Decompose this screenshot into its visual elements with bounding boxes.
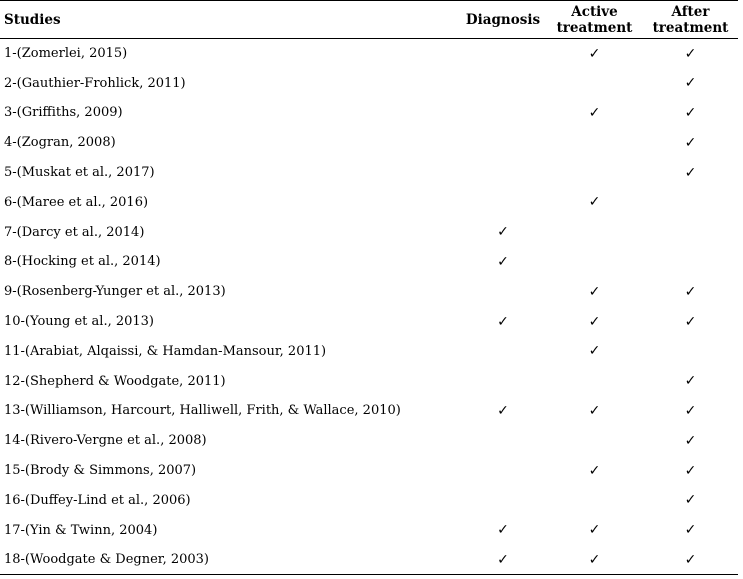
study-cell: 18-(Woodgate & Degner, 2003) <box>0 545 460 575</box>
active-cell <box>546 277 643 307</box>
after-cell <box>643 396 738 426</box>
diagnosis-cell <box>460 366 546 396</box>
active-cell <box>546 187 643 217</box>
study-cell: 5-(Muskat et al., 2017) <box>4 165 155 181</box>
checkmark-icon: ✓ <box>684 104 697 121</box>
diagnosis-cell <box>460 485 546 515</box>
header-after-line2: treatment <box>652 19 729 36</box>
table-row <box>0 485 738 515</box>
checkmark-icon: ✓ <box>588 313 601 330</box>
checkmark-icon: ✓ <box>588 45 601 62</box>
table-row <box>0 545 738 575</box>
after-cell <box>643 98 738 128</box>
diagnosis-cell <box>460 247 546 277</box>
active-cell <box>546 98 643 128</box>
diagnosis-cell <box>460 307 546 337</box>
header-active-line1: Active <box>571 3 618 20</box>
table-row <box>0 158 738 188</box>
study-cell: 15-(Brody & Simmons, 2007) <box>4 463 197 479</box>
checkmark-icon: ✓ <box>684 462 697 479</box>
header-active-line2: treatment <box>556 19 633 36</box>
table-row <box>0 366 738 396</box>
active-cell <box>546 426 643 456</box>
checkmark-icon: ✓ <box>588 551 601 568</box>
study-cell: 6-(Maree et al., 2016) <box>4 194 149 210</box>
study-cell: 14-(Rivero-Vergne et al., 2008) <box>4 433 207 449</box>
header-after-line1: After <box>671 3 710 20</box>
header-diagnosis: Diagnosis <box>460 1 546 39</box>
table-row <box>0 217 738 247</box>
after-cell <box>643 366 738 396</box>
checkmark-icon: ✓ <box>588 343 601 360</box>
checkmark-icon: ✓ <box>588 104 601 121</box>
active-cell <box>546 366 643 396</box>
checkmark-icon: ✓ <box>497 522 509 539</box>
after-cell <box>643 456 738 486</box>
diagnosis-cell <box>460 98 546 128</box>
header-active-treatment <box>546 1 643 39</box>
table-row <box>0 307 738 337</box>
diagnosis-cell <box>460 217 546 247</box>
study-cell: 3-(Griffiths, 2009) <box>4 105 123 121</box>
study-cell: 12-(Shepherd & Woodgate, 2011) <box>4 373 226 389</box>
after-cell <box>643 68 738 98</box>
active-cell <box>546 68 643 98</box>
checkmark-icon: ✓ <box>684 402 697 419</box>
checkmark-icon: ✓ <box>497 402 509 419</box>
checkmark-icon: ✓ <box>684 313 697 330</box>
study-cell: 2-(Gauthier-Frohlick, 2011) <box>4 75 186 91</box>
diagnosis-cell <box>460 187 546 217</box>
checkmark-icon: ✓ <box>588 462 601 479</box>
checkmark-icon: ✓ <box>684 164 697 181</box>
table-row <box>0 456 738 486</box>
header-studies: Studies <box>0 1 460 39</box>
study-cell: 11-(Arabiat, Alqaissi, & Hamdan-Mansour, 2011) <box>4 343 327 359</box>
table-row <box>0 98 738 128</box>
active-cell <box>546 456 643 486</box>
checkmark-icon: ✓ <box>684 134 697 151</box>
header-row <box>0 1 738 39</box>
table-row <box>0 187 738 217</box>
study-cell: 4-(Zogran, 2008) <box>4 135 116 151</box>
diagnosis-cell <box>460 277 546 307</box>
active-cell <box>546 307 643 337</box>
active-cell <box>546 247 643 277</box>
active-cell <box>546 217 643 247</box>
checkmark-icon: ✓ <box>684 492 697 509</box>
active-cell <box>546 545 643 575</box>
study-cell: 7-(Darcy et al., 2014) <box>4 224 145 240</box>
checkmark-icon: ✓ <box>684 45 697 62</box>
after-cell <box>643 247 738 277</box>
after-cell <box>643 336 738 366</box>
study-cell: 1-(Zomerlei, 2015) <box>4 46 128 62</box>
after-cell <box>643 307 738 337</box>
study-cell: 13-(Williamson, Harcourt, Halliwell, Frith, & Wallace, 2010) <box>4 403 401 419</box>
diagnosis-cell <box>460 39 546 69</box>
study-cell: 17-(Yin & Twinn, 2004) <box>4 522 158 538</box>
active-cell <box>546 128 643 158</box>
diagnosis-cell <box>460 68 546 98</box>
header-after-treatment <box>643 1 738 39</box>
after-cell <box>643 187 738 217</box>
diagnosis-cell <box>460 545 546 575</box>
checkmark-icon: ✓ <box>684 75 697 92</box>
active-cell <box>546 158 643 188</box>
checkmark-icon: ✓ <box>684 432 697 449</box>
diagnosis-cell <box>460 336 546 366</box>
checkmark-icon: ✓ <box>588 283 601 300</box>
study-cell: 10-(Young et al., 2013) <box>4 314 154 330</box>
after-cell <box>643 39 738 69</box>
checkmark-icon: ✓ <box>497 224 509 241</box>
after-cell <box>643 485 738 515</box>
after-cell <box>643 426 738 456</box>
active-cell <box>546 396 643 426</box>
table-row <box>0 68 738 98</box>
checkmark-icon: ✓ <box>497 253 509 270</box>
table-row <box>0 426 738 456</box>
checkmark-icon: ✓ <box>588 402 601 419</box>
after-cell <box>643 158 738 188</box>
table-row <box>0 277 738 307</box>
table-row <box>0 396 738 426</box>
checkmark-icon: ✓ <box>684 551 697 568</box>
diagnosis-cell <box>460 515 546 545</box>
study-cell: 8-(Hocking et al., 2014) <box>4 254 161 270</box>
checkmark-icon: ✓ <box>684 522 697 539</box>
active-cell <box>546 485 643 515</box>
after-cell <box>643 277 738 307</box>
after-cell <box>643 545 738 575</box>
diagnosis-cell <box>460 158 546 188</box>
checkmark-icon: ✓ <box>684 373 697 390</box>
table-row <box>0 128 738 158</box>
checkmark-icon: ✓ <box>497 313 509 330</box>
active-cell <box>546 336 643 366</box>
table-body <box>0 39 738 575</box>
checkmark-icon: ✓ <box>497 551 509 568</box>
diagnosis-cell <box>460 426 546 456</box>
table-row <box>0 247 738 277</box>
after-cell <box>643 128 738 158</box>
checkmark-icon: ✓ <box>588 194 601 211</box>
study-cell: 9-(Rosenberg-Yunger et al., 2013) <box>4 284 226 300</box>
active-cell <box>546 39 643 69</box>
after-cell <box>643 217 738 247</box>
after-cell <box>643 515 738 545</box>
diagnosis-cell <box>460 128 546 158</box>
study-cell: 16-(Duffey-Lind et al., 2006) <box>4 492 191 508</box>
table-row <box>0 515 738 545</box>
table-row <box>0 336 738 366</box>
table-header <box>0 1 738 39</box>
table-row <box>0 39 738 69</box>
diagnosis-cell <box>460 396 546 426</box>
checkmark-icon: ✓ <box>684 283 697 300</box>
diagnosis-cell <box>460 456 546 486</box>
checkmark-icon: ✓ <box>588 522 601 539</box>
active-cell <box>546 515 643 545</box>
